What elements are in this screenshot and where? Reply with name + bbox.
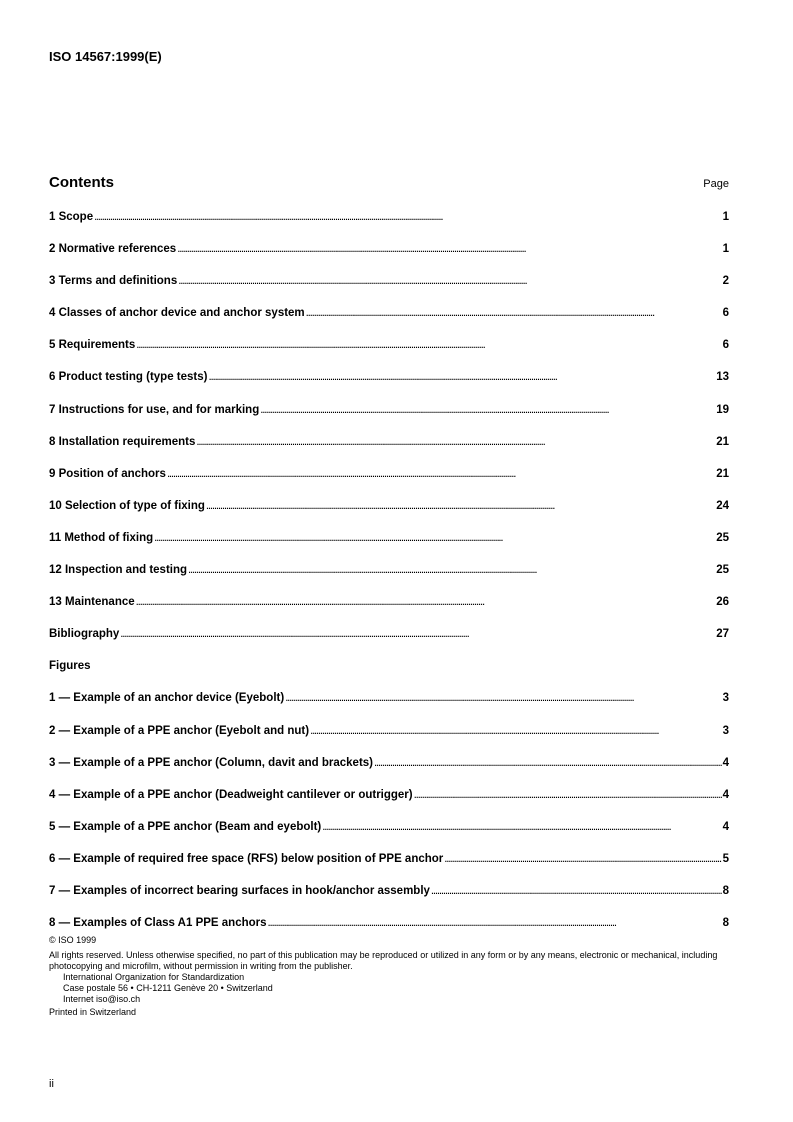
figure-entry-title: 7 — Examples of incorrect bearing surfaces in hook/anchor assembly <box>49 884 430 897</box>
figure-entry-title: 3 — Example of a PPE anchor (Column, davit and brackets) <box>49 756 373 769</box>
figure-entry-title: 4 — Example of a PPE anchor (Deadweight cantilever or outrigger) <box>49 788 413 801</box>
figure-entry-title: 8 — Examples of Class A1 PPE anchors <box>49 917 267 930</box>
toc-entry-page: 1 <box>722 243 729 256</box>
figure-entry-title: 6 — Example of required free space (RFS) below position of PPE anchor <box>49 852 444 865</box>
toc-entry-row[interactable] <box>49 205 729 237</box>
figures-heading: Figures <box>49 660 91 673</box>
dot-leader <box>120 622 715 646</box>
toc-entry-row[interactable] <box>49 494 729 526</box>
figure-entry-page: 3 <box>722 724 729 737</box>
toc-entries <box>49 205 729 654</box>
dot-leader <box>154 526 715 550</box>
dot-leader <box>306 301 722 325</box>
dot-leader <box>206 494 715 518</box>
toc-entry-title: 13 Maintenance <box>49 596 135 609</box>
dot-leader <box>178 269 721 293</box>
figure-entry-page: 4 <box>722 788 729 801</box>
toc-entry-title: Bibliography <box>49 628 120 641</box>
toc-entry-title: 2 Normative references <box>49 243 177 256</box>
figure-entry-row[interactable] <box>49 751 729 783</box>
toc-entry-title: 3 Terms and definitions <box>49 275 178 288</box>
toc-entry-page: 13 <box>716 371 729 384</box>
toc-entry-page: 21 <box>716 467 729 480</box>
toc-entry-row[interactable] <box>49 462 729 494</box>
toc-entry-page: 6 <box>722 307 729 320</box>
toc-entry-page: 6 <box>722 339 729 352</box>
printed-in: Printed in Switzerland <box>49 1007 137 1017</box>
contents-title: Contents <box>49 174 114 191</box>
figure-entry-row[interactable] <box>49 686 729 718</box>
toc-entry-page: 19 <box>716 403 729 416</box>
toc-entry-row[interactable] <box>49 558 729 590</box>
toc-entry-page: 25 <box>716 564 729 577</box>
dot-leader <box>260 398 715 422</box>
toc-entry-page: 21 <box>716 435 729 448</box>
toc-entry-row[interactable] <box>49 622 729 654</box>
dot-leader <box>322 815 721 839</box>
toc-entry-page: 27 <box>716 628 729 641</box>
toc-entry-row[interactable] <box>49 237 729 269</box>
organization-address: Case postale 56 • CH-1211 Genève 20 • Switzerland <box>63 983 273 993</box>
organization-name: International Organization for Standardization <box>63 972 245 982</box>
organization-internet: Internet iso@iso.ch <box>63 994 141 1004</box>
dot-leader <box>177 237 721 261</box>
toc-entry-page: 1 <box>722 211 729 223</box>
figure-entry-row[interactable] <box>49 879 729 911</box>
dot-leader <box>268 911 722 935</box>
figure-entry-page: 5 <box>722 852 729 865</box>
figure-entry-row[interactable] <box>49 719 729 751</box>
figure-entry-row[interactable] <box>49 847 729 879</box>
toc-entry-title: 9 Position of anchors <box>49 467 166 480</box>
dot-leader <box>414 783 722 807</box>
figure-entry-page: 4 <box>722 756 729 769</box>
toc-entry-title: 1 Scope <box>49 211 94 223</box>
figure-entry-page: 8 <box>722 884 729 897</box>
figure-entry-title: 2 — Example of a PPE anchor (Eyebolt and nut) <box>49 724 310 737</box>
dot-leader <box>136 590 716 614</box>
toc-entry-title: 12 Inspection and testing <box>49 564 188 577</box>
dot-leader <box>310 719 722 743</box>
figure-entry-page: 3 <box>722 692 729 705</box>
dot-leader <box>285 686 721 710</box>
figure-entry-row[interactable] <box>49 783 729 815</box>
toc-entry-row[interactable] <box>49 398 729 430</box>
dot-leader <box>94 205 721 229</box>
dot-leader <box>188 558 715 582</box>
toc-entry-title: 5 Requirements <box>49 339 136 352</box>
toc-entry-title: 11 Method of fixing <box>49 531 154 544</box>
figure-entry-title: 1 — Example of an anchor device (Eyebolt) <box>49 692 285 705</box>
table-of-contents <box>49 205 729 943</box>
toc-entry-page: 25 <box>716 531 729 544</box>
toc-figures <box>49 686 729 943</box>
figure-entry-title: 5 — Example of a PPE anchor (Beam and eyebolt) <box>49 820 322 833</box>
page-number: ii <box>49 1078 54 1090</box>
toc-entry-row[interactable] <box>49 269 729 301</box>
rights-statement: All rights reserved. Unless otherwise specified, no part of this publication may be reproduced or utilized in any form or by any means, electronic or mechanical, including photocopying and microfilm, without permission in writing from the publisher. <box>49 950 718 971</box>
toc-entry-page: 24 <box>716 499 729 512</box>
toc-entry-title: 10 Selection of type of fixing <box>49 499 205 512</box>
figure-entry-page: 4 <box>722 820 729 833</box>
toc-entry-title: 8 Installation requirements <box>49 435 196 448</box>
document-id: ISO 14567:1999(E) <box>49 49 162 64</box>
dot-leader <box>208 365 715 389</box>
dot-leader <box>136 333 721 357</box>
toc-entry-title: 4 Classes of anchor device and anchor system <box>49 307 305 320</box>
dot-leader <box>167 462 715 486</box>
toc-entry-row[interactable] <box>49 301 729 333</box>
dot-leader <box>374 751 722 775</box>
figure-entry-row[interactable] <box>49 815 729 847</box>
dot-leader <box>444 847 721 871</box>
toc-entry-title: 7 Instructions for use, and for marking <box>49 403 260 416</box>
dot-leader <box>431 879 722 903</box>
toc-entry-row[interactable] <box>49 365 729 397</box>
toc-entry-row[interactable] <box>49 333 729 365</box>
page-column-label: Page <box>703 178 729 190</box>
toc-entry-row[interactable] <box>49 590 729 622</box>
copyright-line: © ISO 1999 <box>49 935 97 945</box>
toc-entry-row[interactable] <box>49 430 729 462</box>
toc-entry-title: 6 Product testing (type tests) <box>49 371 208 384</box>
dot-leader <box>196 430 715 454</box>
toc-entry-row[interactable] <box>49 526 729 558</box>
figure-entry-page: 8 <box>722 917 729 930</box>
toc-entry-page: 26 <box>716 596 729 609</box>
toc-entry-page: 2 <box>722 275 729 288</box>
copyright-notice <box>49 935 739 1018</box>
